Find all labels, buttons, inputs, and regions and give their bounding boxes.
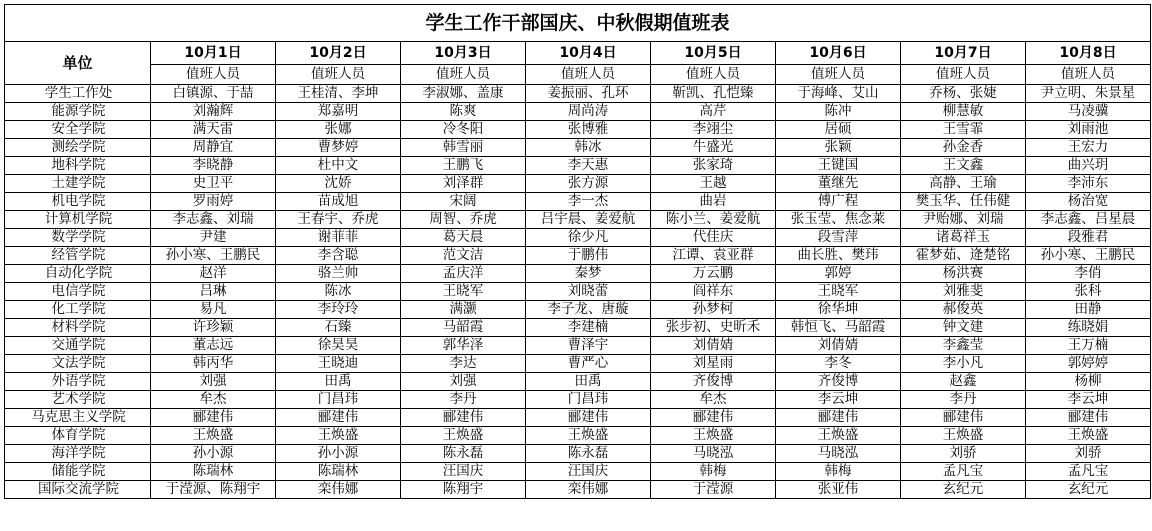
- date-header: 10月3日: [401, 42, 526, 65]
- duty-cell: 张家琦: [651, 157, 776, 175]
- duty-cell: 董志远: [151, 337, 276, 355]
- duty-cell: 王雪霏: [901, 121, 1026, 139]
- date-header: 10月5日: [651, 42, 776, 65]
- duty-cell: 王越: [651, 175, 776, 193]
- duty-cell: 陈瑞林: [276, 463, 401, 481]
- duty-cell: 乔杨、张婕: [901, 85, 1026, 103]
- duty-cell: 白镇源、于喆: [151, 85, 276, 103]
- duty-cell: 江谭、袁亚群: [651, 247, 776, 265]
- unit-cell: 地科学院: [5, 157, 151, 175]
- duty-cell: 郭华泽: [401, 337, 526, 355]
- duty-cell: 罗雨婷: [151, 193, 276, 211]
- table-row: [5, 373, 1151, 391]
- duty-staff-header: 值班人员: [526, 65, 651, 85]
- duty-cell: 王晓迪: [276, 355, 401, 373]
- unit-column-header: 单位: [5, 42, 151, 85]
- duty-cell: 孙小寒、王鹏民: [151, 247, 276, 265]
- duty-cell: 练晓娟: [1026, 319, 1151, 337]
- duty-cell: 满天雷: [151, 121, 276, 139]
- duty-cell: 刘骄: [901, 445, 1026, 463]
- duty-cell: 居硕: [776, 121, 901, 139]
- duty-cell: 李子龙、唐璇: [526, 301, 651, 319]
- duty-cell: 周尚涛: [526, 103, 651, 121]
- duty-cell: 孙金香: [901, 139, 1026, 157]
- duty-cell: 李志鑫、吕星晨: [1026, 211, 1151, 229]
- duty-cell: 王焕盛: [276, 427, 401, 445]
- duty-cell: 王万楠: [1026, 337, 1151, 355]
- duty-cell: 李云坤: [776, 391, 901, 409]
- duty-cell: 曲兴玥: [1026, 157, 1151, 175]
- duty-cell: 陈爽: [401, 103, 526, 121]
- duty-cell: 曹严心: [526, 355, 651, 373]
- duty-cell: 王桂清、李坤: [276, 85, 401, 103]
- table-row: [5, 139, 1151, 157]
- duty-cell: 范文洁: [401, 247, 526, 265]
- unit-cell: 测绘学院: [5, 139, 151, 157]
- duty-cell: 李晓静: [151, 157, 276, 175]
- unit-cell: 马克思主义学院: [5, 409, 151, 427]
- duty-cell: 董继先: [776, 175, 901, 193]
- table-row: [5, 265, 1151, 283]
- duty-cell: 柳慧敏: [901, 103, 1026, 121]
- duty-cell: 诸葛祥玉: [901, 229, 1026, 247]
- duty-cell: 王晓军: [776, 283, 901, 301]
- duty-cell: 阎祥东: [651, 283, 776, 301]
- duty-cell: 段雪萍: [776, 229, 901, 247]
- table-row: [5, 445, 1151, 463]
- duty-cell: 郑嘉明: [276, 103, 401, 121]
- table-row: [5, 427, 1151, 445]
- table-row: [5, 463, 1151, 481]
- duty-cell: 王焕盛: [401, 427, 526, 445]
- duty-cell: 尹立明、朱景星: [1026, 85, 1151, 103]
- duty-cell: 郦建伟: [901, 409, 1026, 427]
- duty-cell: 陈永磊: [401, 445, 526, 463]
- unit-cell: 计算机学院: [5, 211, 151, 229]
- duty-staff-header: 值班人员: [1026, 65, 1151, 85]
- duty-cell: 段雅君: [1026, 229, 1151, 247]
- duty-cell: 高静、王瑜: [901, 175, 1026, 193]
- duty-cell: 李小凡: [901, 355, 1026, 373]
- duty-cell: 李翊尘: [651, 121, 776, 139]
- duty-cell: 宋阔: [401, 193, 526, 211]
- duty-cell: 田静: [1026, 301, 1151, 319]
- duty-cell: 高芹: [651, 103, 776, 121]
- duty-cell: 牟杰: [651, 391, 776, 409]
- duty-cell: 石臻: [276, 319, 401, 337]
- duty-cell: 韩恒飞、马韶霞: [776, 319, 901, 337]
- duty-cell: 刘星雨: [651, 355, 776, 373]
- table-row: [5, 301, 1151, 319]
- duty-cell: 齐俊博: [776, 373, 901, 391]
- duty-cell: 郭婷婷: [1026, 355, 1151, 373]
- duty-cell: 王春宇、乔虎: [276, 211, 401, 229]
- duty-cell: 牟杰: [151, 391, 276, 409]
- duty-cell: 王焕盛: [526, 427, 651, 445]
- duty-cell: 栾伟娜: [276, 481, 401, 499]
- duty-cell: 张娜: [276, 121, 401, 139]
- duty-staff-header: 值班人员: [151, 65, 276, 85]
- duty-cell: 韩梅: [776, 463, 901, 481]
- table-row: [5, 319, 1151, 337]
- duty-cell: 孙小源: [276, 445, 401, 463]
- duty-cell: 李云坤: [1026, 391, 1151, 409]
- duty-cell: 于滢源、陈翔宇: [151, 481, 276, 499]
- duty-cell: 徐华坤: [776, 301, 901, 319]
- unit-cell: 化工学院: [5, 301, 151, 319]
- duty-cell: 刘雨池: [1026, 121, 1151, 139]
- table-title: 学生工作干部国庆、中秋假期值班表: [5, 5, 1151, 42]
- duty-cell: 孙小源: [151, 445, 276, 463]
- duty-cell: 杨柳: [1026, 373, 1151, 391]
- duty-cell: 韩丙华: [151, 355, 276, 373]
- duty-cell: 王焕盛: [651, 427, 776, 445]
- duty-roster-sheet: [4, 4, 1150, 499]
- duty-cell: 郦建伟: [151, 409, 276, 427]
- duty-cell: 张博雅: [526, 121, 651, 139]
- duty-cell: 陈永磊: [526, 445, 651, 463]
- table-row: [5, 229, 1151, 247]
- duty-cell: 曹梦婷: [276, 139, 401, 157]
- table-row: [5, 355, 1151, 373]
- duty-cell: 张颖: [776, 139, 901, 157]
- duty-cell: 曲岩: [651, 193, 776, 211]
- duty-cell: 徐少凡: [526, 229, 651, 247]
- duty-cell: 满灏: [401, 301, 526, 319]
- duty-cell: 钟文建: [901, 319, 1026, 337]
- duty-cell: 李含聪: [276, 247, 401, 265]
- duty-cell: 周智、乔虎: [401, 211, 526, 229]
- duty-cell: 周静宜: [151, 139, 276, 157]
- duty-cell: 李俏: [1026, 265, 1151, 283]
- table-row: [5, 85, 1151, 103]
- duty-cell: 郦建伟: [651, 409, 776, 427]
- duty-cell: 玄纪元: [1026, 481, 1151, 499]
- duty-cell: 王键国: [776, 157, 901, 175]
- duty-cell: 李淑娜、盖康: [401, 85, 526, 103]
- duty-cell: 谢菲菲: [276, 229, 401, 247]
- duty-cell: 冷冬阳: [401, 121, 526, 139]
- duty-cell: 王宏力: [1026, 139, 1151, 157]
- duty-cell: 赵鑫: [901, 373, 1026, 391]
- duty-cell: 秦梦: [526, 265, 651, 283]
- duty-cell: 易凡: [151, 301, 276, 319]
- duty-cell: 李天惠: [526, 157, 651, 175]
- duty-staff-header: 值班人员: [901, 65, 1026, 85]
- duty-cell: 王鹏飞: [401, 157, 526, 175]
- duty-cell: 门昌玮: [276, 391, 401, 409]
- unit-cell: 经管学院: [5, 247, 151, 265]
- duty-cell: 刘晓蕾: [526, 283, 651, 301]
- duty-cell: 田禹: [276, 373, 401, 391]
- unit-cell: 体育学院: [5, 427, 151, 445]
- duty-cell: 王焕盛: [776, 427, 901, 445]
- duty-staff-header: 值班人员: [651, 65, 776, 85]
- duty-cell: 王晓军: [401, 283, 526, 301]
- duty-cell: 孟庆洋: [401, 265, 526, 283]
- duty-cell: 傅广程: [776, 193, 901, 211]
- duty-cell: 玄纪元: [901, 481, 1026, 499]
- unit-cell: 学生工作处: [5, 85, 151, 103]
- duty-cell: 刘雅斐: [901, 283, 1026, 301]
- duty-cell: 陈冰: [276, 283, 401, 301]
- date-header: 10月7日: [901, 42, 1026, 65]
- duty-cell: 郝俊英: [901, 301, 1026, 319]
- duty-cell: 李志鑫、刘瑞: [151, 211, 276, 229]
- duty-cell: 张科: [1026, 283, 1151, 301]
- duty-cell: 刘倩婧: [776, 337, 901, 355]
- table-row: [5, 337, 1151, 355]
- duty-cell: 杨治宽: [1026, 193, 1151, 211]
- duty-cell: 韩雪丽: [401, 139, 526, 157]
- duty-cell: 马凌骥: [1026, 103, 1151, 121]
- unit-cell: 海洋学院: [5, 445, 151, 463]
- duty-cell: 沈娇: [276, 175, 401, 193]
- table-row: [5, 175, 1151, 193]
- duty-cell: 王焕盛: [151, 427, 276, 445]
- duty-cell: 王焕盛: [901, 427, 1026, 445]
- date-header: 10月2日: [276, 42, 401, 65]
- duty-cell: 尹贻娜、刘瑞: [901, 211, 1026, 229]
- duty-cell: 曹泽宇: [526, 337, 651, 355]
- duty-cell: 杨洪赛: [901, 265, 1026, 283]
- unit-cell: 交通学院: [5, 337, 151, 355]
- duty-cell: 徐昊昊: [276, 337, 401, 355]
- unit-cell: 安全学院: [5, 121, 151, 139]
- table-row: [5, 103, 1151, 121]
- duty-cell: 李达: [401, 355, 526, 373]
- duty-cell: 齐俊博: [651, 373, 776, 391]
- duty-cell: 马晓泓: [776, 445, 901, 463]
- table-row: [5, 481, 1151, 499]
- unit-cell: 自动化学院: [5, 265, 151, 283]
- duty-cell: 霍梦茹、逄楚铭: [901, 247, 1026, 265]
- duty-cell: 李一杰: [526, 193, 651, 211]
- duty-cell: 栾伟娜: [526, 481, 651, 499]
- table-row: [5, 391, 1151, 409]
- table-row: [5, 247, 1151, 265]
- duty-cell: 刘强: [151, 373, 276, 391]
- duty-cell: 牛盛光: [651, 139, 776, 157]
- unit-cell: 储能学院: [5, 463, 151, 481]
- duty-cell: 门昌玮: [526, 391, 651, 409]
- duty-cell: 樊玉华、任伟健: [901, 193, 1026, 211]
- unit-cell: 能源学院: [5, 103, 151, 121]
- duty-cell: 赵洋: [151, 265, 276, 283]
- table-row: [5, 211, 1151, 229]
- duty-cell: 郭婷: [776, 265, 901, 283]
- unit-cell: 数学学院: [5, 229, 151, 247]
- duty-cell: 郦建伟: [276, 409, 401, 427]
- unit-cell: 国际交流学院: [5, 481, 151, 499]
- unit-cell: 电信学院: [5, 283, 151, 301]
- duty-cell: 李鑫莹: [901, 337, 1026, 355]
- table-row: [5, 193, 1151, 211]
- duty-cell: 刘倩婧: [651, 337, 776, 355]
- duty-cell: 孟凡宝: [1026, 463, 1151, 481]
- duty-cell: 于海峰、艾山: [776, 85, 901, 103]
- duty-cell: 于鹏伟: [526, 247, 651, 265]
- unit-cell: 机电学院: [5, 193, 151, 211]
- table-row: [5, 409, 1151, 427]
- unit-cell: 外语学院: [5, 373, 151, 391]
- date-header: 10月6日: [776, 42, 901, 65]
- date-header: 10月1日: [151, 42, 276, 65]
- unit-cell: 材料学院: [5, 319, 151, 337]
- duty-cell: 张方源: [526, 175, 651, 193]
- duty-cell: 李建楠: [526, 319, 651, 337]
- duty-cell: 吕琳: [151, 283, 276, 301]
- duty-roster-table: [4, 4, 1151, 499]
- table-row: [5, 157, 1151, 175]
- date-header: 10月4日: [526, 42, 651, 65]
- duty-cell: 郦建伟: [526, 409, 651, 427]
- duty-cell: 张玉莹、焦念莱: [776, 211, 901, 229]
- duty-cell: 李丹: [401, 391, 526, 409]
- duty-cell: 代佳庆: [651, 229, 776, 247]
- duty-cell: 陈翔宇: [401, 481, 526, 499]
- duty-staff-header: 值班人员: [276, 65, 401, 85]
- duty-cell: 韩冰: [526, 139, 651, 157]
- duty-cell: 刘瀚辉: [151, 103, 276, 121]
- duty-cell: 尹建: [151, 229, 276, 247]
- duty-cell: 马韶霞: [401, 319, 526, 337]
- duty-cell: 吕宇晨、姜爱航: [526, 211, 651, 229]
- duty-staff-header: 值班人员: [776, 65, 901, 85]
- duty-cell: 孟凡宝: [901, 463, 1026, 481]
- duty-cell: 史卫平: [151, 175, 276, 193]
- duty-cell: 张步初、史昕禾: [651, 319, 776, 337]
- duty-cell: 杜中文: [276, 157, 401, 175]
- duty-cell: 张亚伟: [776, 481, 901, 499]
- duty-cell: 郦建伟: [1026, 409, 1151, 427]
- duty-cell: 李丹: [901, 391, 1026, 409]
- duty-cell: 王焕盛: [1026, 427, 1151, 445]
- duty-cell: 孙梦柯: [651, 301, 776, 319]
- duty-cell: 郦建伟: [776, 409, 901, 427]
- duty-cell: 陈瑞林: [151, 463, 276, 481]
- duty-cell: 万云鹏: [651, 265, 776, 283]
- duty-cell: 王文鑫: [901, 157, 1026, 175]
- duty-cell: 许珍颖: [151, 319, 276, 337]
- duty-cell: 李玲玲: [276, 301, 401, 319]
- duty-cell: 汪国庆: [526, 463, 651, 481]
- duty-cell: 靳凯、孔恺臻: [651, 85, 776, 103]
- duty-cell: 曲长胜、樊玮: [776, 247, 901, 265]
- unit-cell: 艺术学院: [5, 391, 151, 409]
- unit-cell: 土建学院: [5, 175, 151, 193]
- duty-cell: 李冬: [776, 355, 901, 373]
- duty-cell: 苗成旭: [276, 193, 401, 211]
- duty-cell: 郦建伟: [401, 409, 526, 427]
- duty-cell: 李沛东: [1026, 175, 1151, 193]
- duty-cell: 韩梅: [651, 463, 776, 481]
- table-row: [5, 121, 1151, 139]
- duty-cell: 陈小兰、姜爱航: [651, 211, 776, 229]
- table-row: [5, 283, 1151, 301]
- duty-cell: 姜振丽、孔环: [526, 85, 651, 103]
- duty-cell: 于滢源: [651, 481, 776, 499]
- duty-cell: 葛天晨: [401, 229, 526, 247]
- duty-cell: 田禹: [526, 373, 651, 391]
- duty-staff-header: 值班人员: [401, 65, 526, 85]
- duty-cell: 刘骄: [1026, 445, 1151, 463]
- duty-cell: 骆兰帅: [276, 265, 401, 283]
- duty-cell: 陈冲: [776, 103, 901, 121]
- date-header: 10月8日: [1026, 42, 1151, 65]
- duty-cell: 孙小寒、王鹏民: [1026, 247, 1151, 265]
- duty-cell: 刘强: [401, 373, 526, 391]
- duty-cell: 汪国庆: [401, 463, 526, 481]
- duty-cell: 刘泽群: [401, 175, 526, 193]
- unit-cell: 文法学院: [5, 355, 151, 373]
- duty-cell: 马晓泓: [651, 445, 776, 463]
